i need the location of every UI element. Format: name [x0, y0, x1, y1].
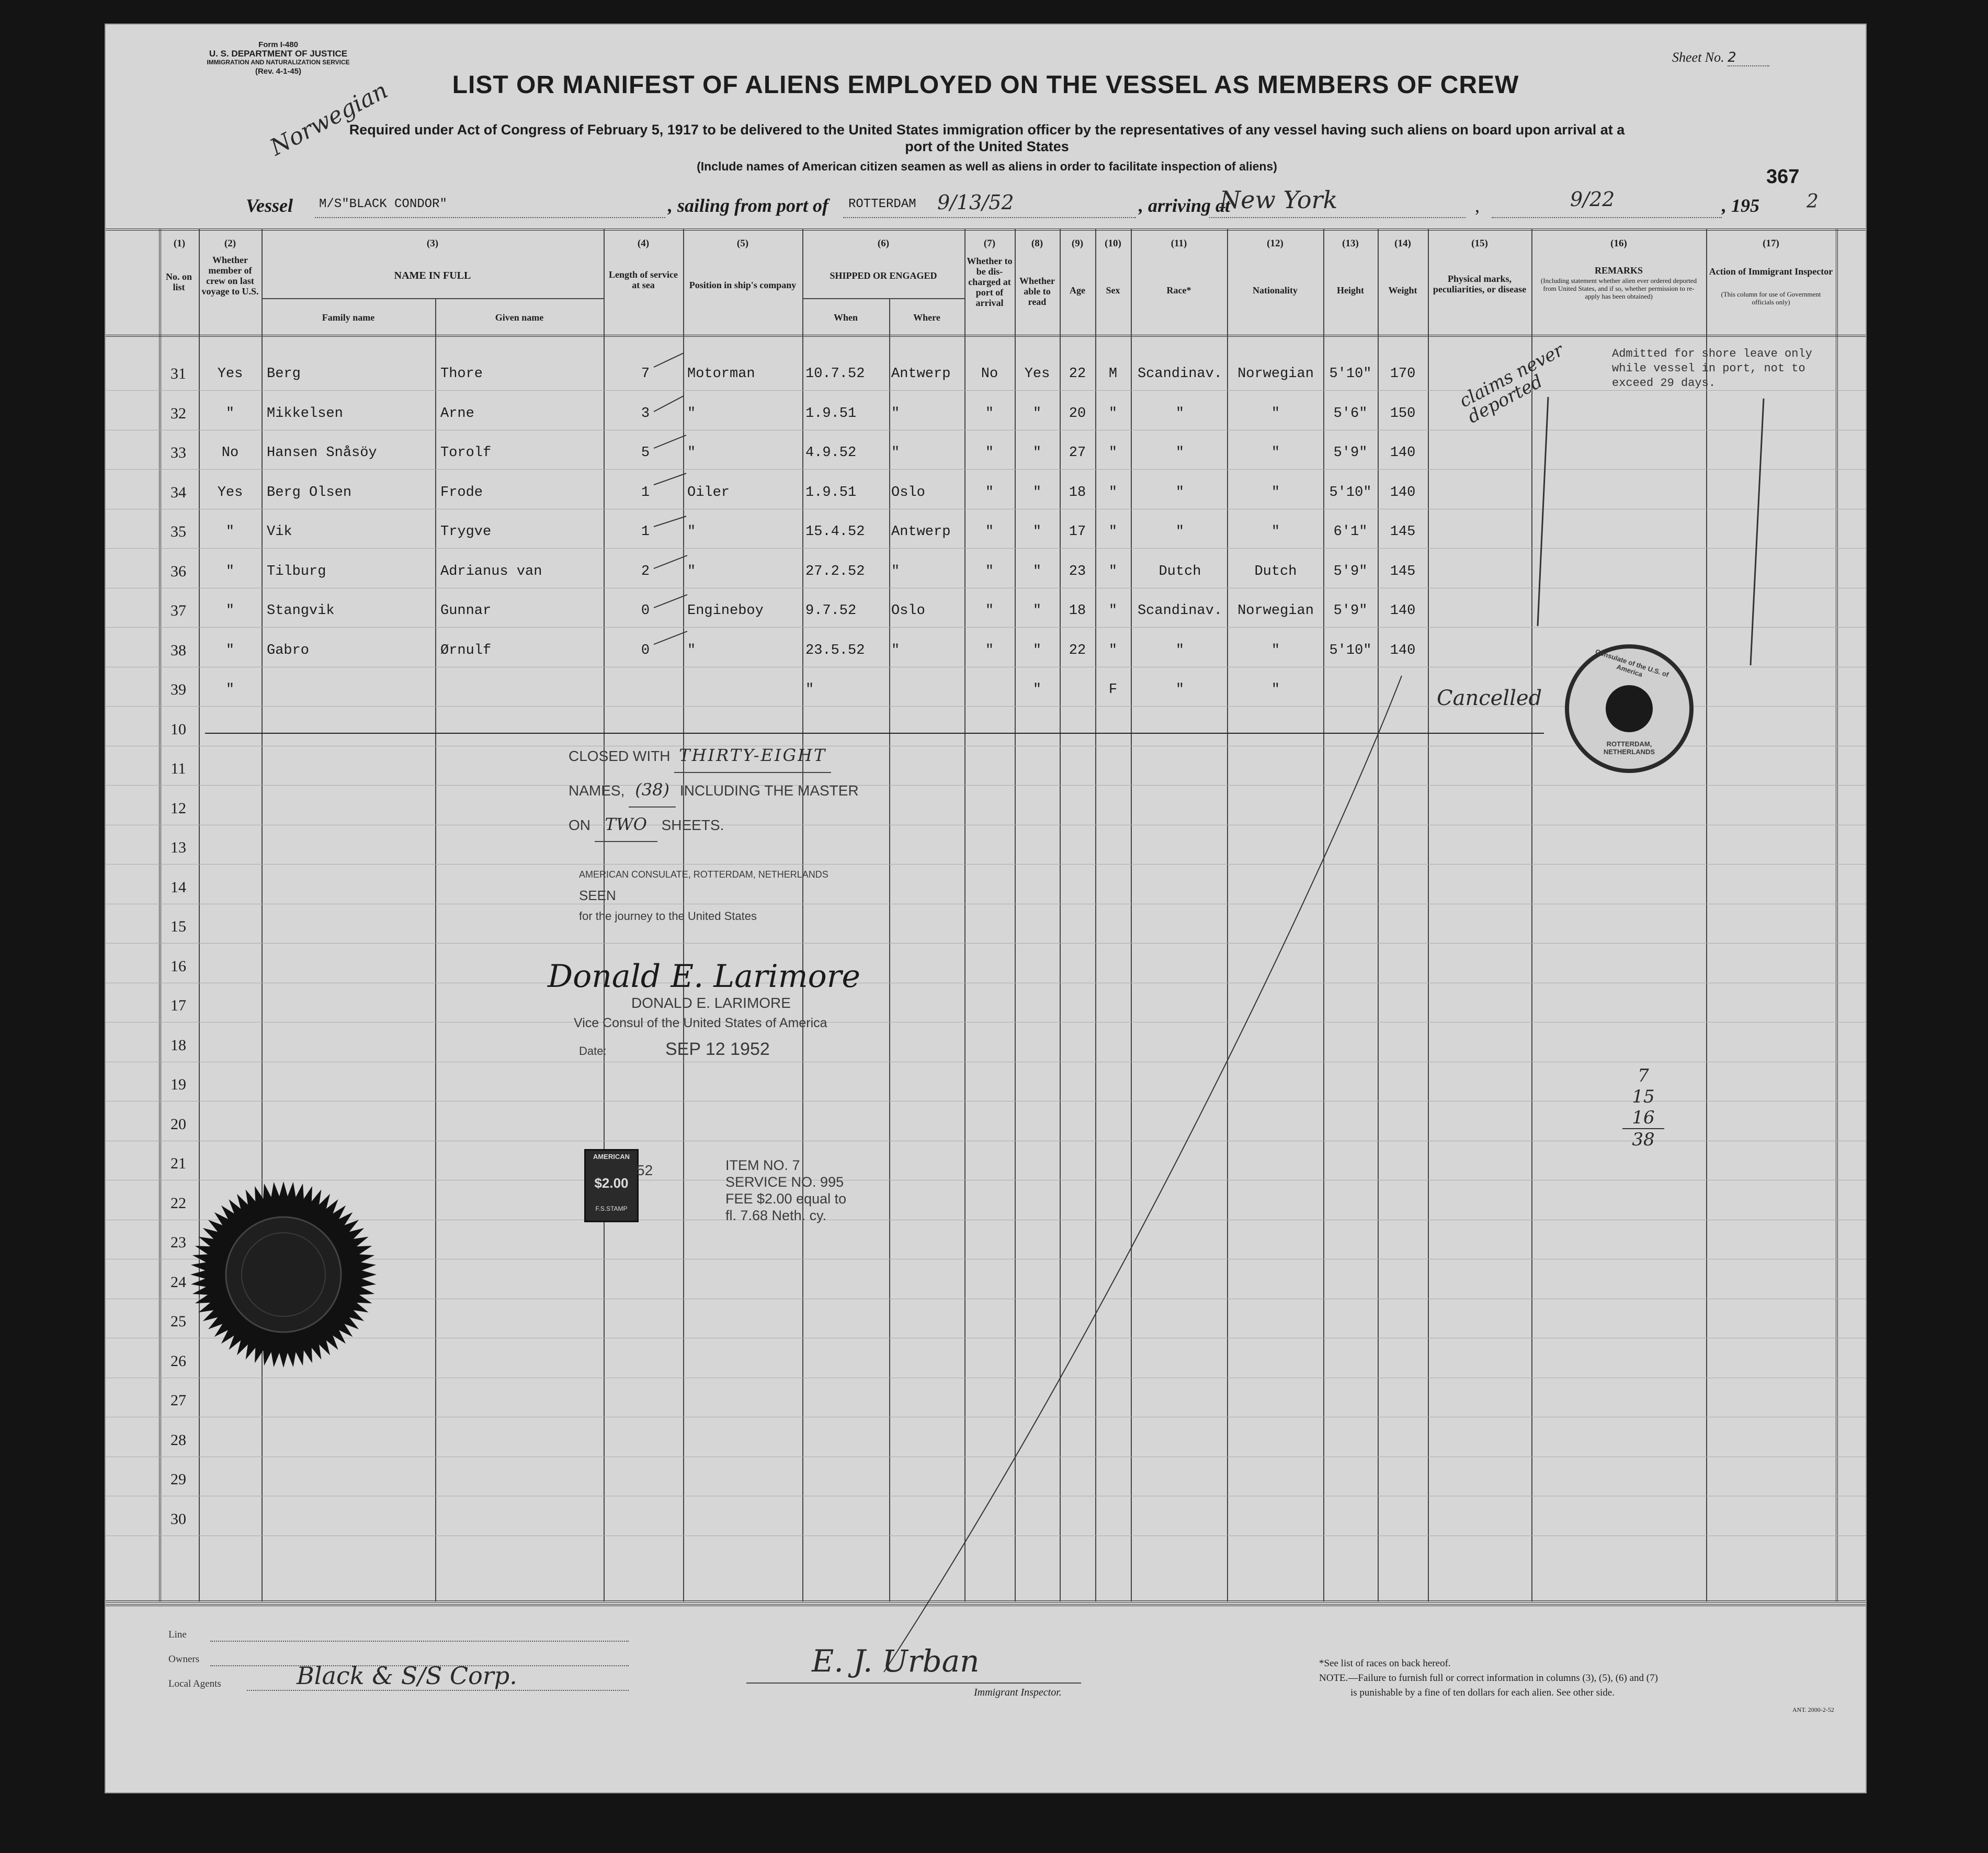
- row-number: 19: [171, 1076, 186, 1093]
- row-number: 35: [171, 523, 186, 540]
- cell-given: Arne: [440, 405, 474, 422]
- cell-nationality: ": [1271, 642, 1280, 658]
- cell-age: 22: [1069, 366, 1086, 382]
- tally-notes: [1622, 1065, 1664, 1150]
- cell-discharged: ": [985, 603, 994, 619]
- cell-read: ": [1032, 563, 1042, 579]
- page-title: LIST OR MANIFEST OF ALIENS EMPLOYED ON THE VESSEL AS MEMBERS OF CREW: [452, 71, 1519, 99]
- cell-given: Thore: [440, 366, 483, 382]
- closing-label-1: CLOSED WITH: [569, 748, 671, 764]
- consulate-seal-stamp: [1565, 644, 1694, 773]
- closing-value-3: TWO: [595, 808, 657, 842]
- cancelled-annotation: Cancelled: [1437, 686, 1542, 710]
- form-number: Form I-480: [258, 40, 298, 49]
- cell-nationality: Norwegian: [1237, 366, 1314, 382]
- cell-when: 4.9.52: [805, 445, 857, 461]
- col-num: (10): [1105, 238, 1121, 249]
- col-head-when: When: [833, 312, 858, 323]
- subtitle-line-3: (Include names of American citizen seamen as well as aliens in order to facilitate inspection of aliens): [697, 160, 1277, 173]
- cell-position: Oiler: [687, 484, 730, 501]
- arriving-label: , arriving at: [1139, 195, 1231, 216]
- marks-annotation: claims never deported: [1456, 339, 1567, 428]
- cell-height: 5'9": [1333, 603, 1368, 619]
- cell-when: 15.4.52: [805, 524, 865, 540]
- col-head-marks: Physical marks, peculiarities, or disease: [1433, 274, 1527, 294]
- cell-where: ": [891, 642, 900, 658]
- sailing-port: ROTTERDAM: [848, 197, 916, 211]
- cell-weight: 145: [1390, 563, 1416, 579]
- cell-read: ": [1032, 642, 1042, 658]
- col-num: (6): [877, 238, 890, 249]
- col-head-height: Height: [1337, 285, 1364, 295]
- cell-family: Mikkelsen: [267, 405, 343, 422]
- col-head-nationality: Nationality: [1252, 285, 1298, 295]
- closing-stamp: [569, 738, 859, 842]
- cell-discharged: ": [985, 445, 994, 461]
- consul-signature: Donald E. Larimore: [548, 958, 860, 995]
- cell-when: ": [805, 682, 814, 698]
- subtitle-line-1: Required under Act of Congress of February 5, 1917 to be delivered to the United States immigration officer by the representatives of any vessel having such aliens on board upon arrival at a: [349, 122, 1625, 138]
- closing-rest-3: SHEETS.: [661, 817, 724, 833]
- closing-line-2: [569, 773, 859, 808]
- col-head-action-note: (This column for use of Government officials only): [1721, 290, 1821, 306]
- cell-discharged: ": [985, 642, 994, 658]
- row-number: 20: [171, 1115, 186, 1133]
- year-digit: 2: [1807, 191, 1819, 212]
- row-number: 10: [171, 720, 186, 738]
- cell-height: 5'10": [1329, 484, 1372, 501]
- row-number: 23: [171, 1234, 186, 1251]
- row-number: 37: [171, 602, 186, 619]
- cell-service: 3: [641, 405, 650, 422]
- row-number: 32: [171, 404, 186, 422]
- cell-where: Oslo: [891, 484, 925, 501]
- footer-owners-label: Owners: [168, 1654, 200, 1665]
- row-number: 24: [171, 1273, 186, 1291]
- cell-family: Hansen Snåsöy: [267, 445, 377, 461]
- cell-height: 6'1": [1333, 524, 1368, 540]
- col-head-given: Given name: [495, 312, 544, 323]
- row-number: 13: [171, 839, 186, 856]
- cell-discharged: No: [981, 366, 998, 382]
- col-head-shipped: SHIPPED OR ENGAGED: [830, 270, 937, 281]
- arrival-date: 9/22: [1570, 188, 1615, 211]
- cell-service: 0: [641, 642, 650, 658]
- cell-prev: No: [221, 445, 239, 461]
- col-num: (8): [1031, 238, 1043, 249]
- footer-line-underline: [210, 1641, 629, 1642]
- cell-where: Oslo: [891, 603, 925, 619]
- closing-value-1: THIRTY-EIGHT: [674, 738, 831, 773]
- cell-race: ": [1175, 484, 1185, 501]
- row-number: 22: [171, 1194, 186, 1212]
- col-num: (15): [1471, 238, 1488, 249]
- cell-position: Motorman: [687, 366, 755, 382]
- seal-stamp-center: [1606, 685, 1653, 732]
- row-number: 11: [171, 760, 186, 777]
- cell-discharged: ": [985, 405, 994, 422]
- cell-read: Yes: [1024, 366, 1050, 382]
- row-number: 31: [171, 365, 186, 382]
- cell-age: 27: [1069, 445, 1086, 461]
- row-number: 36: [171, 562, 186, 580]
- cell-when: 1.9.51: [805, 484, 857, 501]
- col-num: (3): [426, 238, 439, 249]
- cell-when: 27.2.52: [805, 563, 865, 579]
- cell-height: 5'9": [1333, 445, 1368, 461]
- cell-sex: ": [1108, 603, 1118, 619]
- footer-line-label: Line: [168, 1629, 187, 1640]
- cell-race: ": [1175, 405, 1185, 422]
- col-head-where: Where: [913, 312, 940, 323]
- consulate-line-3: for the journey to the United States: [579, 910, 757, 923]
- col-head-remarks: REMARKS: [1594, 265, 1643, 276]
- cell-sex: ": [1108, 445, 1118, 461]
- col-num: (1): [173, 238, 186, 249]
- form-revision: (Rev. 4-1-45): [255, 67, 302, 76]
- footer-agents-label: Local Agents: [168, 1678, 221, 1689]
- cell-where: ": [891, 445, 900, 461]
- revenue-stamp: [584, 1149, 639, 1222]
- row-number: 21: [171, 1155, 186, 1172]
- arrival-port: New York: [1220, 186, 1338, 214]
- cell-given: Torolf: [440, 445, 492, 461]
- fee-stamp: [725, 1157, 846, 1224]
- cell-prev: ": [225, 563, 235, 579]
- col-num: (4): [637, 238, 650, 249]
- revenue-stamp-bottom: F.S.STAMP: [595, 1205, 628, 1212]
- cell-position: ": [687, 563, 696, 579]
- cell-where: ": [891, 563, 900, 579]
- cell-sex: ": [1108, 405, 1118, 422]
- fee-currency: fl. 7.68 Neth. cy.: [725, 1208, 827, 1223]
- row-number: 17: [171, 997, 186, 1014]
- cell-height: 5'10": [1329, 642, 1372, 658]
- col-num: (12): [1267, 238, 1283, 249]
- cell-weight: 140: [1390, 642, 1416, 658]
- cell-race: Dutch: [1158, 563, 1201, 579]
- fee-item: ITEM NO. 7: [725, 1157, 800, 1173]
- cell-when: 10.7.52: [805, 366, 865, 382]
- consulate-seen-stamp: [579, 864, 828, 927]
- row-number: 27: [171, 1392, 186, 1409]
- sailing-date: 9/13/52: [937, 191, 1014, 214]
- consul-name: DONALD E. LARIMORE: [631, 995, 791, 1011]
- col-head-remarks-note: (Including statement whether alien ever ordered deported from United States, and if so, whether permission to re-apply has been obtained): [1540, 277, 1697, 300]
- cell-position: Engineboy: [687, 603, 764, 619]
- vessel-name: M/S"BLACK CONDOR": [319, 197, 447, 211]
- col-head-sex: Sex: [1106, 285, 1120, 295]
- tally-2: 15: [1632, 1086, 1655, 1107]
- cell-age: 18: [1069, 484, 1086, 501]
- cell-race: ": [1175, 524, 1185, 540]
- cell-given: Gunnar: [440, 603, 492, 619]
- col-num: (16): [1610, 238, 1627, 249]
- cell-read: ": [1032, 603, 1042, 619]
- col-num: (11): [1171, 238, 1187, 249]
- cell-service: 2: [641, 563, 650, 579]
- cell-discharged: ": [985, 524, 994, 540]
- cell-race: Scandinav.: [1137, 603, 1223, 619]
- row-number: 38: [171, 641, 186, 659]
- cell-age: 23: [1069, 563, 1086, 579]
- cell-when: 1.9.51: [805, 405, 857, 422]
- cell-height: 5'9": [1333, 563, 1368, 579]
- vessel-label: Vessel: [246, 195, 293, 216]
- form-service: IMMIGRATION AND NATURALIZATION SERVICE: [207, 59, 350, 66]
- cell-race: Scandinav.: [1137, 366, 1223, 382]
- cell-sex: ": [1108, 484, 1118, 501]
- embossed-seal: [184, 1175, 383, 1374]
- cell-sex: M: [1108, 366, 1118, 382]
- cell-nationality: Norwegian: [1237, 603, 1314, 619]
- row-number: 14: [171, 878, 186, 896]
- cell-when: 23.5.52: [805, 642, 865, 658]
- col-num: (17): [1763, 238, 1779, 249]
- cell-nationality: ": [1271, 524, 1280, 540]
- footer-divider: [106, 1604, 1866, 1606]
- cell-age: 20: [1069, 405, 1086, 422]
- cell-nationality: ": [1271, 405, 1280, 422]
- cell-where: Antwerp: [891, 524, 951, 540]
- cell-nationality: ": [1271, 445, 1280, 461]
- cell-prev: ": [225, 524, 235, 540]
- cell-where: ": [891, 405, 900, 422]
- closing-label-2: NAMES,: [569, 782, 625, 799]
- cell-family: Berg: [267, 366, 301, 382]
- cell-prev: ": [225, 682, 235, 698]
- col-num: (13): [1342, 238, 1359, 249]
- row-number: 18: [171, 1036, 186, 1054]
- cell-given: Ørnulf: [440, 642, 492, 658]
- cell-age: 18: [1069, 603, 1086, 619]
- cell-height: 5'10": [1329, 366, 1372, 382]
- row-number: 39: [171, 681, 186, 698]
- cell-age: 22: [1069, 642, 1086, 658]
- col-head-family: Family name: [322, 312, 375, 323]
- inspector-label: Immigrant Inspector.: [974, 1687, 1062, 1698]
- closing-line-1: [569, 738, 859, 773]
- cell-sex: ": [1108, 642, 1118, 658]
- cell-position: ": [687, 405, 696, 422]
- cell-weight: 140: [1390, 484, 1416, 501]
- nationality-annotation: Norwegian: [266, 77, 392, 161]
- cell-service: 5: [641, 445, 650, 461]
- cell-read: ": [1032, 445, 1042, 461]
- cell-family: Gabro: [267, 642, 310, 658]
- footer-note-1: *See list of races on back hereof.: [1319, 1658, 1451, 1669]
- footer-agents-underline: [247, 1690, 629, 1691]
- tally-4: 38: [1622, 1128, 1664, 1150]
- cell-discharged: ": [985, 563, 994, 579]
- col-head-prev-voyage: Whether member of crew on last voyage to U.S.: [201, 255, 259, 297]
- cell-race: ": [1175, 682, 1185, 698]
- cell-prev: ": [225, 603, 235, 619]
- cell-read: ": [1032, 405, 1042, 422]
- revenue-stamp-top: AMERICAN: [593, 1153, 630, 1161]
- cell-weight: 140: [1390, 445, 1416, 461]
- subtitle-line-2: port of the United States: [905, 139, 1069, 154]
- footer-note-3: is punishable by a fine of ten dollars for each alien. See other side.: [1350, 1687, 1615, 1698]
- cell-given: Frode: [440, 484, 483, 501]
- revenue-stamp-value: $2.00: [594, 1175, 629, 1191]
- col-head-weight: Weight: [1388, 285, 1417, 295]
- remarks-stamp-line-2: while vessel in port, not to: [1612, 362, 1805, 375]
- col-head-no: No. on list: [165, 271, 192, 292]
- cell-position: ": [687, 642, 696, 658]
- sailing-label: , sailing from port of: [668, 195, 829, 216]
- handwritten-strokes: [106, 25, 1866, 1792]
- tally-3: 16: [1632, 1107, 1655, 1128]
- consul-date: SEP 12 1952: [665, 1039, 770, 1059]
- cell-given: Trygve: [440, 524, 492, 540]
- cell-weight: 140: [1390, 603, 1416, 619]
- cell-service: 1: [641, 524, 650, 540]
- row-number: 29: [171, 1471, 186, 1488]
- fee-service-no: SERVICE NO. 995: [725, 1174, 844, 1190]
- remarks-stamp-line-1: Admitted for shore leave only: [1612, 347, 1812, 360]
- seal-stamp-inner: ROTTERDAM, NETHERLANDS: [1603, 740, 1655, 756]
- consul-title: Vice Consul of the United States of America: [574, 1016, 827, 1030]
- cell-service: 1: [641, 484, 650, 501]
- row-number: 33: [171, 444, 186, 461]
- print-code: ANT. 2000-2-52: [1792, 1706, 1834, 1713]
- cell-age: 17: [1069, 524, 1086, 540]
- fee-year: 52: [637, 1162, 653, 1178]
- seal-stamp-outer: Consulate of the U.S. of America: [1594, 647, 1670, 679]
- col-num: (2): [224, 238, 236, 249]
- arrival-comma: ,: [1475, 195, 1480, 216]
- cell-weight: 150: [1390, 405, 1416, 422]
- closing-line-3: [569, 808, 859, 842]
- year-label: , 195: [1722, 195, 1759, 216]
- col-num: (9): [1071, 238, 1084, 249]
- closing-rest-2: INCLUDING THE MASTER: [679, 782, 859, 799]
- col-head-read: Whether able to read: [1019, 276, 1055, 307]
- cell-position: ": [687, 445, 696, 461]
- form-department: U. S. DEPARTMENT OF JUSTICE: [209, 49, 348, 59]
- cell-prev: Yes: [217, 366, 243, 382]
- cell-race: ": [1175, 445, 1185, 461]
- cell-service: 0: [641, 603, 650, 619]
- row-number: 25: [171, 1313, 186, 1330]
- sheet-label: Sheet No.: [1672, 50, 1724, 65]
- row-number: 16: [171, 957, 186, 975]
- col-head-action: Action of Immigrant Inspector: [1709, 266, 1833, 277]
- cell-nationality: ": [1271, 484, 1280, 501]
- inspector-signature-line: [746, 1683, 1081, 1684]
- cell-family: Vik: [267, 524, 292, 540]
- cell-read: ": [1032, 682, 1042, 698]
- cell-sex: ": [1108, 563, 1118, 579]
- cell-read: ": [1032, 484, 1042, 501]
- closing-label-3: ON: [569, 817, 590, 833]
- manifest-document: [105, 24, 1867, 1793]
- remarks-stamp-line-3: exceed 29 days.: [1612, 377, 1716, 390]
- cell-service: 7: [641, 366, 650, 382]
- row-number: 34: [171, 483, 186, 501]
- cell-family: Stangvik: [267, 603, 335, 619]
- cell-height: 5'6": [1333, 405, 1368, 422]
- cell-read: ": [1032, 524, 1042, 540]
- row-number: 30: [171, 1510, 186, 1528]
- col-head-service: Length of service at sea: [609, 269, 678, 290]
- footer-note-2: NOTE.—Failure to furnish full or correct information in columns (3), (5), (6) and (7): [1319, 1673, 1658, 1684]
- cell-where: Antwerp: [891, 366, 951, 382]
- row-number: 15: [171, 918, 186, 935]
- cell-nationality: ": [1271, 682, 1280, 698]
- consul-date-label: Date:: [579, 1044, 607, 1058]
- col-num: (5): [736, 238, 749, 249]
- col-head-name: NAME IN FULL: [394, 270, 471, 281]
- cell-weight: 170: [1390, 366, 1416, 382]
- cell-given: Adrianus van: [440, 563, 542, 579]
- inspector-signature: E. J. Urban: [812, 1643, 980, 1679]
- col-head-race: Race*: [1166, 285, 1191, 295]
- footer-agents-value: Black & S/S Corp.: [297, 1662, 517, 1690]
- col-num: (7): [983, 238, 996, 249]
- row-number: 12: [171, 799, 186, 817]
- cell-position: ": [687, 524, 696, 540]
- row-number: 28: [171, 1431, 186, 1449]
- tally-1: 7: [1638, 1065, 1649, 1086]
- cell-weight: 145: [1390, 524, 1416, 540]
- col-num: (14): [1394, 238, 1411, 249]
- consulate-line-2: SEEN: [579, 888, 616, 903]
- cell-prev: ": [225, 642, 235, 658]
- row-number: 26: [171, 1352, 186, 1370]
- cell-family: Tilburg: [267, 563, 326, 579]
- page-number: 367: [1766, 166, 1800, 188]
- fee-amount: FEE $2.00 equal to: [725, 1191, 847, 1207]
- sheet-value: 2: [1728, 50, 1769, 66]
- cell-when: 9.7.52: [805, 603, 857, 619]
- cell-discharged: ": [985, 484, 994, 501]
- col-head-position: Position in ship's company: [689, 280, 797, 290]
- cell-family: Berg Olsen: [267, 484, 352, 501]
- consulate-line-1: AMERICAN CONSULATE, ROTTERDAM, NETHERLANDS: [579, 869, 828, 880]
- footer-notes: [1319, 1656, 1658, 1700]
- cell-race: ": [1175, 642, 1185, 658]
- cell-sex: F: [1108, 682, 1118, 698]
- cell-prev: ": [225, 405, 235, 422]
- cell-nationality: Dutch: [1254, 563, 1297, 579]
- cell-sex: ": [1108, 524, 1118, 540]
- cell-prev: Yes: [217, 484, 243, 501]
- col-head-discharged: Whether to be dis-charged at port of arrival: [967, 256, 1013, 308]
- col-head-age: Age: [1070, 285, 1085, 295]
- closing-value-2: (38): [629, 773, 676, 808]
